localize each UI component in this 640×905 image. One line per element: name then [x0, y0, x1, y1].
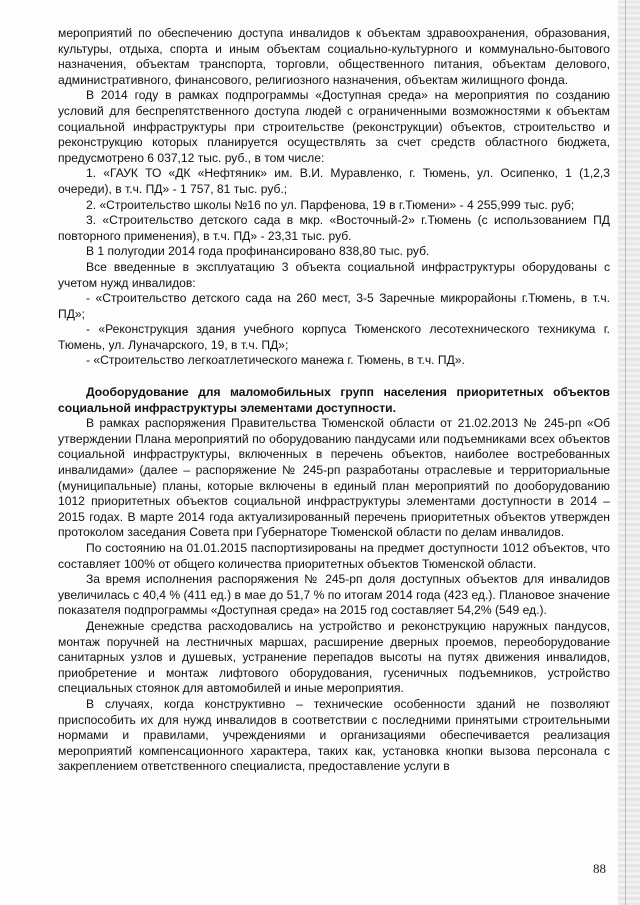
- dash-item-2: - «Реконструкция здания учебного корпуса Тюменского лесотехнического техникума г. Тюмень, ул. Луначарского, 19, в т.ч. ПД»;: [58, 322, 610, 352]
- paragraph-1: В 2014 году в рамках подпрограммы «Доступная среда» на мероприятия по созданию условий для беспрепятственного доступа людей с ограниченными возможностями к объектам социальной инфраструктуры при строительстве (реконструкции) объектов, строительство и реконструкцию которых планируется осуществлять за счет средств областного бюджета, предусмотрено 6 037,12 тыс. руб., в том числе:: [58, 88, 610, 165]
- paragraph-0: мероприятий по обеспечению доступа инвалидов к объектам здравоохранения, образования, культуры, отдыха, спорта и иным объектам социально-культурного и коммунально-бытового назначения, объектам транспорта, торговли, общественного питания, объектам делового, административного, финансового, религиозного назначения, объектам жилищного фонда.: [58, 26, 610, 87]
- dash-item-1: - «Строительство детского сада на 260 мест, 3-5 Заречные микрорайоны г.Тюмень, в т.ч. ПД»;: [58, 291, 610, 321]
- paragraph-objects: Все введенные в эксплуатацию 3 объекта социальной инфраструктуры оборудованы с учетом нужд инвалидов:: [58, 259, 610, 290]
- list-item-1: 1. «ГАУК ТО «ДК «Нефтяник» им. В.И. Муравленко, г. Тюмень, ул. Осипенко, 1 (1,2,3 очереди), в т.ч. ПД» - 1 757, 81 тыс. руб.;: [58, 166, 610, 196]
- document-body: [58, 26, 610, 775]
- list-item-2: 2. «Строительство школы №16 по ул. Парфенова, 19 в г.Тюмени» - 4 255,999 тыс. руб;: [86, 197, 575, 212]
- paragraph-financing: В 1 полугодии 2014 года профинансировано 838,80 тыс. руб.: [86, 244, 430, 259]
- paragraph-spending: Денежные средства расходовались на устройство и реконструкцию наружных пандусов, монтаж поручней на лестничных маршах, расширение дверных проемов, переоборудование санитарных узлов и душевых, устранение перепадов высоты на путях движения инвалидов, приобретение и монтаж лифтового оборудования, гусеничных подъемников, устройство специальных стоянок для автомобилей и иные мероприятия.: [58, 618, 610, 696]
- paragraph-order: В рамках распоряжения Правительства Тюменской области от 21.02.2013 № 245-рп «Об утверждении Плана мероприятий по оборудованию пандусами или подъемниками всех объектов социальной инфраструктуры, включенных в перечень объектов, наиболее востребованных инвалидами» (далее – распоряжение № 245-рп разработаны отраслевые и территориальные (муниципальные) планы, которые включены в единый план мероприятий по дооборудованию 1012 приоритетных объектов социальной инфраструктуры элементами доступности в 2014 – 2015 годах. В марте 2014 года актуализированный перечень приоритетных объектов утвержден протоколом заседания Совета при Губернаторе Тюменской области по делам инвалидов.: [58, 416, 610, 540]
- page-number: 88: [593, 861, 606, 876]
- paragraph-share: За время исполнения распоряжения № 245-рп доля доступных объектов для инвалидов увеличилась с 40,4 % (411 ед.) в мае до 51,7 % по итогам 2014 года (423 ед.). Плановое значение показателя подпрограммы «Доступная среда» на 2015 год составляет 54,2% (549 ед.).: [58, 572, 610, 618]
- section-heading: Дооборудование для маломобильных групп населения приоритетных объектов социальной инфраструктуры элементами доступности.: [58, 385, 610, 415]
- scan-edge-line: [625, 0, 626, 905]
- paragraph-status: По состоянию на 01.01.2015 паспортизированы на предмет доступности 1012 объектов, что составляет 100% от общего количества приоритетных объектов Тюменской области.: [58, 541, 610, 571]
- scan-edge: [618, 0, 640, 905]
- paragraph-compensation: В случаях, когда конструктивно – технические особенности зданий не позволяют приспособить их для нужд инвалидов в соответствии с последними принятыми строительными нормами и правилами, учреждениями и организациями обеспечивается реализация мероприятий компенсационного характера, таких как, установка кнопки вызова персонала с закреплением ответственного специалиста, предоставление услуги в: [58, 696, 610, 774]
- list-item-3: 3. «Строительство детского сада в мкр. «Восточный-2» г.Тюмень (с использованием ПД повторного применения), в т.ч. ПД» - 23,31 тыс. руб.: [58, 213, 610, 243]
- dash-item-3: - «Строительство легкоатлетического манежа г. Тюмень, в т.ч. ПД».: [86, 353, 465, 368]
